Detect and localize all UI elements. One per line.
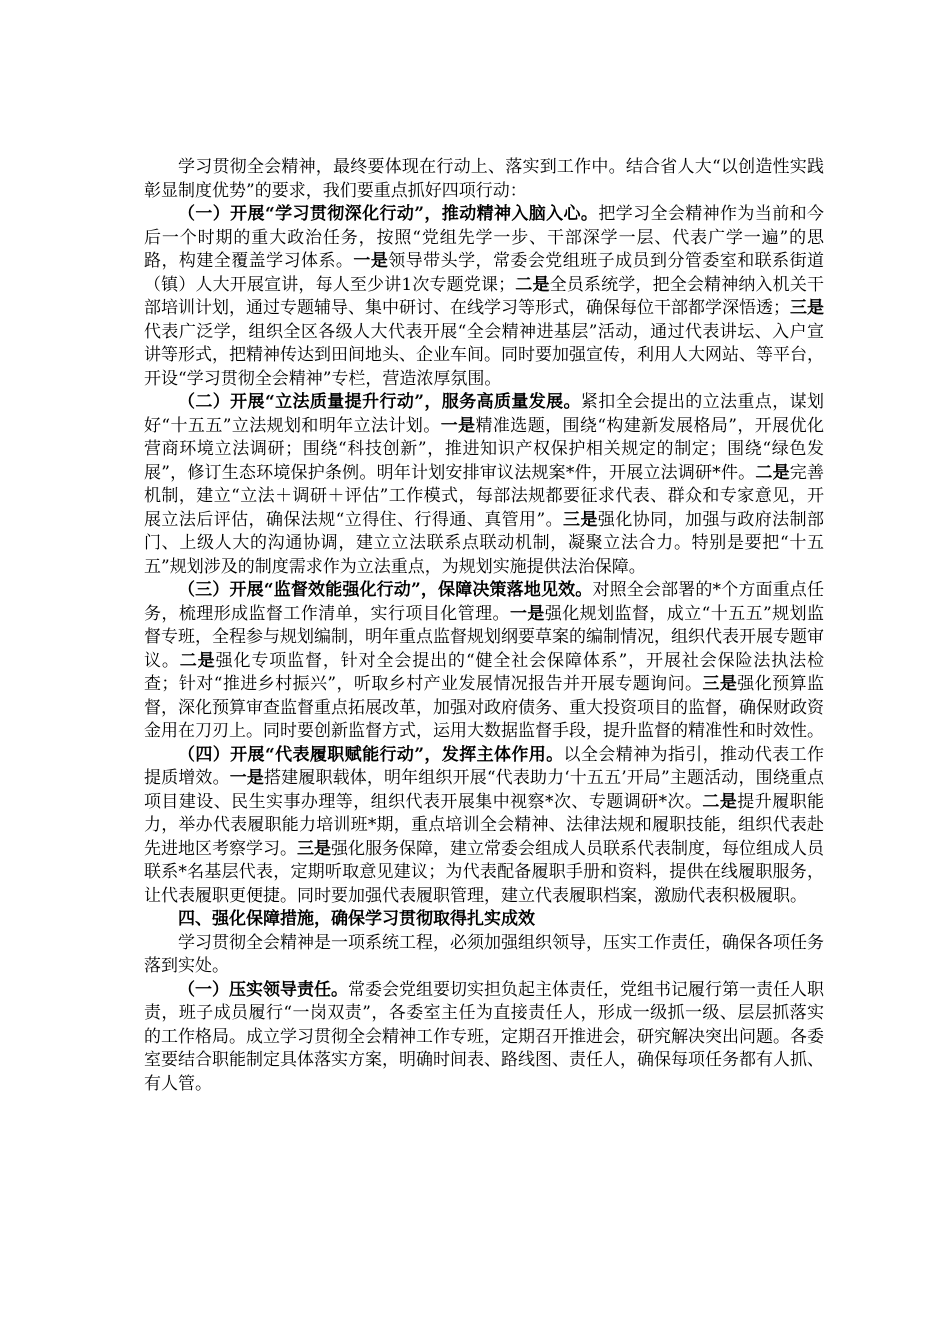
paragraph — [144, 203, 824, 391]
paragraph — [144, 391, 824, 579]
bold-text: 二是 — [702, 791, 738, 812]
body-text: 把学习全会精神作为当前和今后一个时期的重大政治任务，按照“党组先学一步、干部深学一层、代表广学一遍”的思路，构建全覆盖学习体系。 — [144, 204, 824, 271]
body-text: 常委会党组要切实担负起主体责任，党组书记履行第一责任人职责，班子成员履行“一岗双责”，各委室主任为直接责任人，形成一级抓一级、层层抓落实的工作格局。成立学习贯彻全会精神工作专班，定期召开推进会，研究解决突出问题。各委室要结合职能制定具体落实方案，明确时间表、路线图、责任人，确保每项任务都有人抓、有人管。 — [144, 979, 824, 1094]
bold-text: （一）压实领导责任。 — [178, 979, 348, 1000]
body-text: 搭建履职载体，明年组织开展“代表助力‘十五五’开局”主题活动，围绕重点项目建设、民生实事办理等，组织代表开展集中视察*次、专题调研*次。 — [144, 768, 825, 812]
bold-text: 二是 — [515, 274, 550, 295]
body-text: 紧扣全会提出的立法重点，谋划好“十五五”立法规划和明年立法计划。 — [144, 392, 824, 436]
bold-text: 二是 — [755, 462, 790, 483]
bold-text: 三是 — [563, 509, 598, 530]
bold-text: 四、强化保障措施，确保学习贯彻取得扎实成效 — [178, 909, 535, 929]
paragraph — [144, 979, 824, 1097]
body-text: 以全会精神为指引，推动代表工作提质增效。 — [144, 744, 824, 788]
section-heading — [144, 908, 824, 932]
bold-text: 三是 — [702, 674, 738, 694]
body-text: 全员系统学，把全会精神纳入机关干部培训计划，通过专题辅导、集中研讨、在线学习等形式，确保每位干部都学深悟透； — [144, 274, 824, 318]
body-text: 领导带头学，常委会党组班子成员到分管委室和联系街道（镇）人大开展宣讲，每人至少讲1次专题党课； — [144, 251, 825, 295]
bold-text: 一是 — [229, 768, 265, 788]
body-text: 学习贯彻全会精神是一项系统工程，必须加强组织领导，压实工作责任，确保各项任务落到实处。 — [144, 932, 824, 976]
paragraph — [144, 579, 824, 744]
body-text: 强化专项监督，针对全会提出的“健全社会保障体系”，开展社会保险法执法检查；针对“推进乡村振兴”，听取乡村产业发展情况报告并开展专题询问。 — [144, 650, 825, 694]
bold-text: 一是 — [440, 415, 476, 436]
paragraph — [144, 932, 824, 979]
body-text: 强化协同，加强与政府法制部门、上级人大的沟通协调，建立立法联系点联动机制，凝聚立法合力。特别是要把“十五五”规划涉及的制度需求作为立法重点，为规划实施提供法治保障。 — [144, 509, 825, 577]
body-text: 学习贯彻全会精神，最终要体现在行动上、落实到工作中。结合省人大“以创造性实践彰显制度优势”的要求，我们要重点抓好四项行动： — [144, 157, 824, 201]
bold-text: 一是 — [353, 251, 389, 271]
bold-text: 二是 — [179, 650, 216, 671]
document-body — [144, 156, 824, 1096]
body-text: 强化规划监督，成立“十五五”规划监督专班，全程参与规划编制，明年重点监督规划纲要草案的编制情况，组织代表开展专题审议。 — [144, 603, 825, 671]
body-text: 精准选题，围绕“构建新发展格局”，开展优化营商环境立法调研；围绕“科技创新”，推进知识产权保护相关规定的制定；围绕“绿色发展”，修订生态环境保护条例。明年计划安排审议法规案*件，开展立法调研*件。 — [144, 415, 824, 483]
body-text: 完善机制，建立“立法＋调研＋评估”工作模式，每部法规都要征求代表、群众和专家意见，开展立法后评估，确保法规“立得住、行得通、真管用”。 — [144, 462, 825, 530]
bold-text: （一）开展“学习贯彻深化行动”，推动精神入脑入心。 — [178, 204, 599, 224]
bold-text: 三是 — [790, 298, 824, 318]
bold-text: 一是 — [509, 603, 545, 624]
bold-text: （三）开展“监督效能强化行动”，保障决策落地见效。 — [178, 580, 593, 600]
paragraph — [144, 156, 824, 203]
body-text: 强化预算监督，深化预算审查监督重点拓展改革，加强对政府债务、重大投资项目的监督，确保财政资金用在刀刃上。同时要创新监督方式，运用大数据监督手段，提升监督的精准性和时效性。 — [144, 674, 825, 741]
bold-text: （四）开展“代表履职赋能行动”，发挥主体作用。 — [178, 744, 564, 765]
body-text: 对照全会部署的*个方面重点任务，梳理形成监督工作清单，实行项目化管理。 — [144, 580, 824, 624]
body-text: 提升履职能力，举办代表履职能力培训班*期，重点培训全会精神、法律法规和履职技能，组织代表赴先进地区考察学习。 — [144, 791, 825, 859]
paragraph — [144, 744, 824, 909]
body-text: 强化服务保障，建立常委会组成人员联系代表制度，每位组成人员联系*名基层代表，定期听取意见建议；为代表配备履职手册和资料，提供在线履职服务，让代表履职更便捷。同时要加强代表履职管理，建立代表履职档案，激励代表积极履职。 — [144, 838, 824, 906]
bold-text: （二）开展“立法质量提升行动”，服务高质量发展。 — [178, 392, 581, 412]
bold-text: 三是 — [297, 838, 331, 859]
body-text: 代表广泛学，组织全区各级人大代表开展“全会精神进基层”活动，通过代表讲坛、入户宣讲等形式，把精神传达到田间地头、企业车间。同时要加强宣传，利用人大网站、等平台，开设“学习贯彻全会精神”专栏，营造浓厚氛围。 — [144, 321, 824, 389]
